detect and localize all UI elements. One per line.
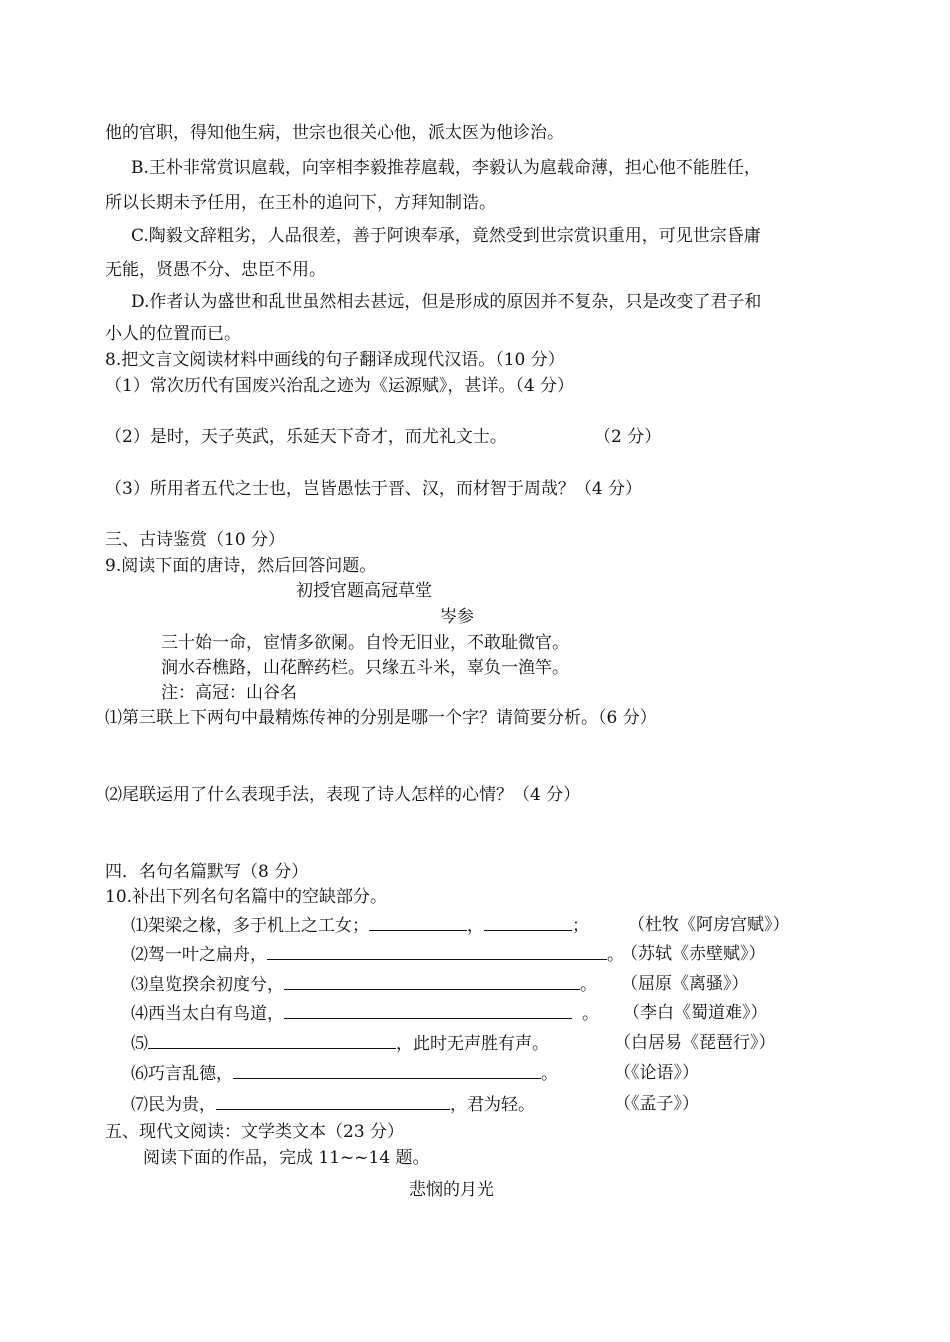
fill-blank-7[interactable]	[216, 1092, 450, 1110]
poem-line-1: 三十始一命，宦情多欲阑。自怜无旧业，不敢耻微官。	[161, 633, 569, 653]
fill-item-4	[131, 1001, 599, 1026]
fill-item-1	[131, 913, 589, 938]
fill-item-3-end: 。	[580, 975, 597, 995]
fill-blank-5[interactable]	[148, 1031, 396, 1049]
fill-item-7-end: ，君为轻。	[450, 1095, 535, 1115]
fill-item-1-text: ⑴架梁之椽，多于机上之工女；	[131, 916, 369, 936]
section-5-heading: 五、现代文阅读：文学类文本（23 分）	[105, 1122, 405, 1142]
fill-item-1-comma: ，	[467, 916, 484, 936]
q7-option-a-continuation: 他的官职，得知他生病，世宗也很关心他，派太医为他诊治。	[105, 123, 564, 143]
q8-sentence-2-score: （2 分）	[594, 427, 662, 447]
fill-item-4-end: 。	[582, 1004, 599, 1024]
section-3-heading: 三、古诗鉴赏（10 分）	[105, 530, 286, 550]
fill-item-5-end: ，此时无声胜有声。	[396, 1034, 549, 1054]
q7-option-d-line1: D.作者认为盛世和乱世虽然相去甚远，但是形成的原因并不复杂，只是改变了君子和	[131, 292, 762, 312]
fill-blank-1a[interactable]	[369, 913, 467, 931]
q7-option-c-line2: 无能，贤愚不分、忠臣不用。	[105, 260, 326, 280]
q7-option-b-line1: B.王朴非常赏识扈载，向宰相李毅推荐扈载，李毅认为扈载命薄，担心他不能胜任，	[131, 158, 761, 178]
fill-blank-1b[interactable]	[484, 913, 572, 931]
fill-item-1-source: （杜牧《阿房宫赋》）	[628, 915, 790, 935]
fill-blank-2[interactable]	[267, 942, 607, 960]
fill-item-5	[131, 1031, 549, 1056]
poem-title: 初授官题高冠草堂	[296, 581, 432, 601]
fill-item-1-end: ；	[572, 916, 589, 936]
poem-line-2: 涧水吞樵路，山花醉药栏。只缘五斗米，辜负一渔竿。	[161, 658, 569, 678]
q10-prompt: 10.补出下列名句名篇中的空缺部分。	[105, 887, 388, 907]
q9-prompt: 9.阅读下面的唐诗，然后回答问题。	[105, 556, 377, 576]
fill-item-5-source: （白居易《琵琶行》）	[614, 1033, 776, 1053]
fill-item-7-source: （《孟子》）	[614, 1094, 699, 1114]
fill-item-2-source: （苏轼《赤壁赋》）	[621, 944, 766, 964]
section-5-intro: 阅读下面的作品，完成 11~~14 题。	[143, 1148, 430, 1168]
fill-blank-6[interactable]	[233, 1061, 541, 1079]
fill-item-5-text: ⑸	[131, 1034, 148, 1054]
story-title: 悲悯的月光	[409, 1180, 494, 1200]
q7-option-b-line2: 所以长期未予任用，在王朴的追问下，方拜知制诰。	[105, 193, 496, 213]
q8-sentence-2: （2）是时，天子英武，乐延天下奇才，而尤礼文士。	[105, 427, 507, 447]
fill-item-2	[131, 942, 624, 967]
fill-item-7	[131, 1092, 535, 1117]
q8-title: 8.把文言文阅读材料中画线的句子翻译成现代汉语。（10 分）	[105, 350, 565, 370]
q8-sentence-1: （1）常次历代有国废兴治乱之迹为《运源赋》，甚详。（4 分）	[105, 376, 575, 396]
q7-option-d-line2: 小人的位置而已。	[105, 324, 241, 344]
fill-blank-3[interactable]	[284, 972, 580, 990]
fill-item-6	[131, 1061, 558, 1086]
poem-note: 注：高冠：山谷名	[161, 683, 297, 703]
fill-blank-4[interactable]	[284, 1001, 572, 1019]
poem-author: 岑参	[440, 607, 474, 627]
fill-item-3	[131, 972, 597, 997]
q7-option-c-line1: C.陶毅文辞粗劣，人品很差，善于阿谀奉承，竟然受到世宗赏识重用，可见世宗昏庸	[131, 226, 761, 246]
fill-item-2-end: 。	[607, 945, 624, 965]
q9-sub-question-1: ⑴第三联上下两句中最精炼传神的分别是哪一个字？请简要分析。（6 分）	[105, 708, 657, 728]
fill-item-3-source: （屈原《离骚》）	[621, 974, 749, 994]
fill-item-6-end: 。	[541, 1064, 558, 1084]
fill-item-7-text: ⑺民为贵，	[131, 1095, 216, 1115]
section-4-heading: 四．名句名篇默写（8 分）	[105, 862, 309, 882]
fill-item-6-source: （《论语》）	[614, 1063, 699, 1083]
fill-item-4-text: ⑷西当太白有鸟道，	[131, 1004, 284, 1024]
q8-sentence-3: （3）所用者五代之士也，岂皆愚怯于晋、汉，而材智于周哉？（4 分）	[105, 479, 643, 499]
fill-item-6-text: ⑹巧言乱德，	[131, 1064, 233, 1084]
fill-item-4-source: （李白《蜀道难》）	[623, 1003, 768, 1023]
q9-sub-question-2: ⑵尾联运用了什么表现手法，表现了诗人怎样的心情？（4 分）	[105, 785, 581, 805]
fill-item-3-text: ⑶皇览揆余初度兮，	[131, 975, 284, 995]
fill-item-2-text: ⑵驾一叶之扁舟，	[131, 945, 267, 965]
